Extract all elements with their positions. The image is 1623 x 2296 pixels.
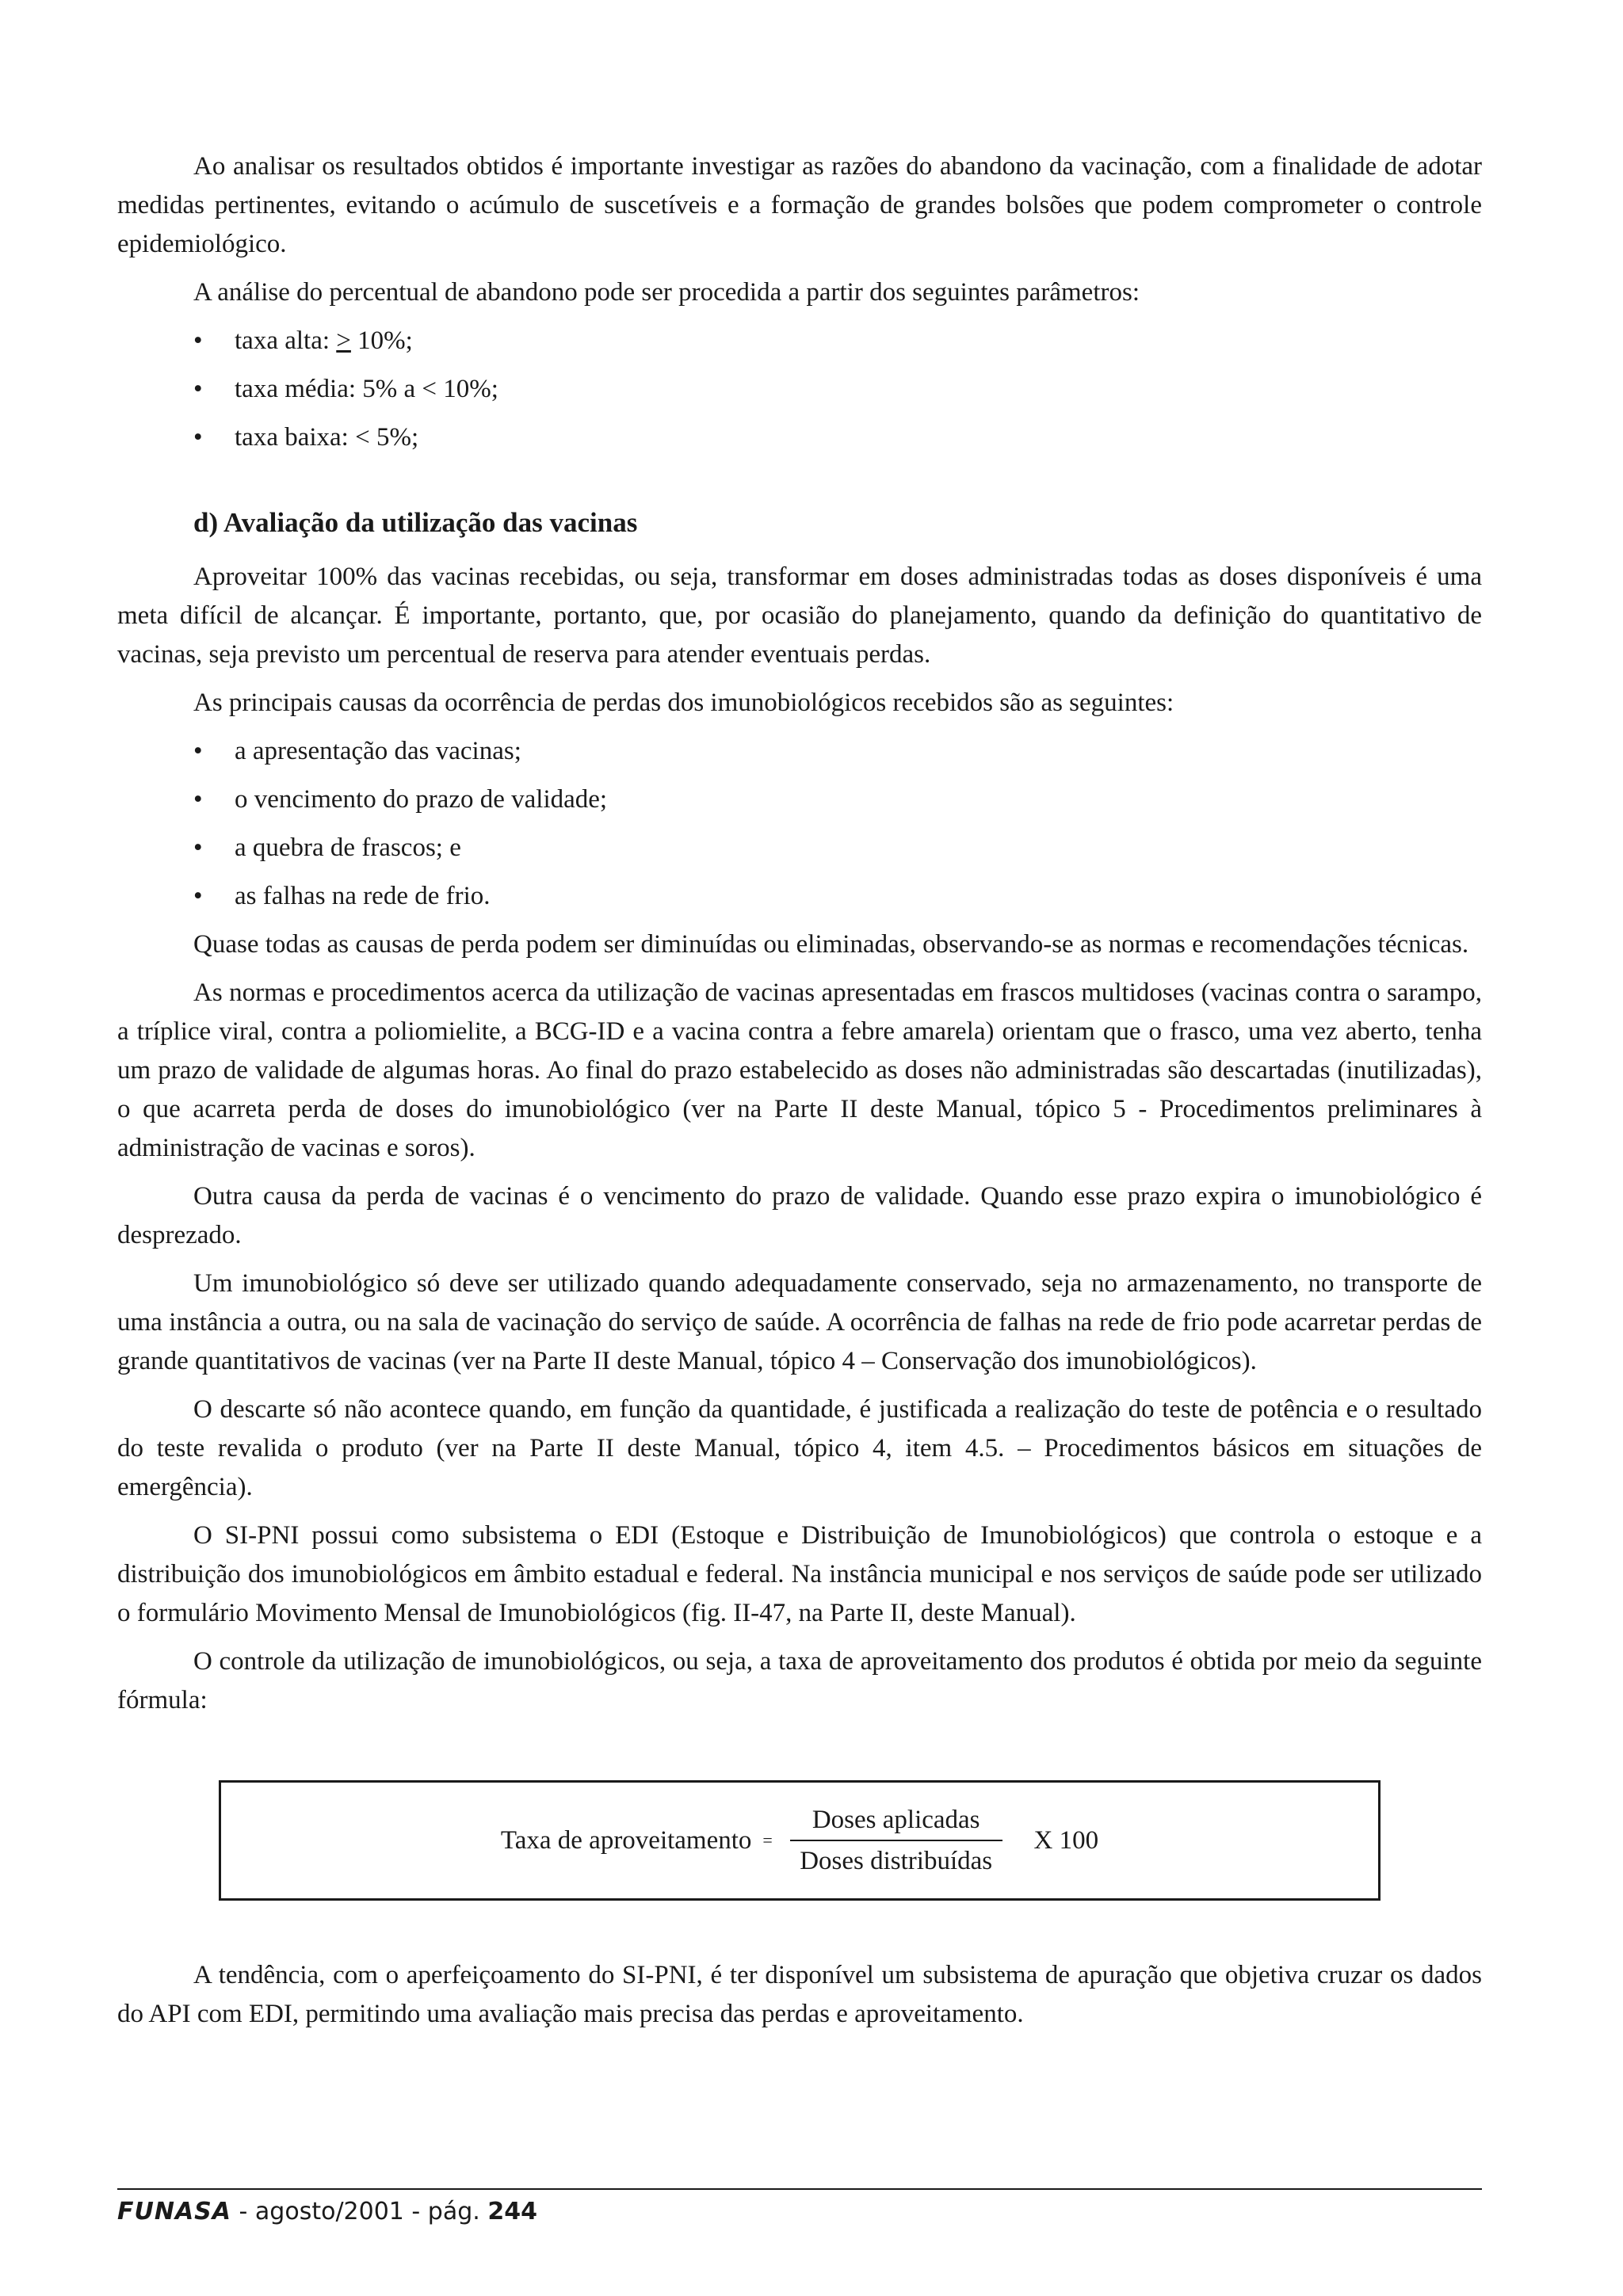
abandono-rate-list — [117, 322, 1482, 457]
bullet-icon: • — [193, 737, 203, 765]
list-item — [117, 829, 1482, 868]
list-item-text: taxa média: 5% a < 10%; — [235, 375, 498, 403]
paragraph-quase-todas: Quase todas as causas de perda podem ser diminuídas ou eliminadas, observando-se as normas e recomendações técnicas. — [193, 930, 1469, 959]
paragraph-conservacao: Um imunobiológico só deve ser utilizado quando adequadamente conservado, seja no armazenamento, no transporte de uma instância a outra, ou na sala de vacinação do serviço de saúde. A ocorrência de falhas na rede de frio pode acarretar perdas de grande quantitativos de vacinas (ver na Parte II deste Manual, tópico 4 – Conservação dos imunobiológicos). — [117, 1269, 1482, 1375]
list-item-suffix: 10%; — [350, 326, 413, 355]
list-item-prefix: taxa alta: — [235, 326, 337, 355]
paragraph-formula-intro: O controle da utilização de imunobiológicos, ou seja, a taxa de aproveitamento dos produtos é obtida por meio da seguinte fórmula: — [117, 1647, 1482, 1714]
bullet-icon: • — [193, 882, 203, 910]
bullet-icon: • — [193, 326, 203, 355]
formula — [221, 1783, 1378, 1898]
bullet-icon: • — [193, 375, 203, 403]
footer-brand: FUNASA — [117, 2198, 232, 2225]
bullet-icon: • — [193, 423, 203, 452]
bullet-icon: • — [193, 833, 203, 862]
page-number: 244 — [487, 2198, 537, 2225]
footer-date: - agosto/2001 - pág. — [231, 2198, 488, 2225]
footer-divider — [117, 2188, 1482, 2190]
formula-label: Taxa de aproveitamento — [500, 1825, 752, 1855]
paragraph-abandono-parametros: A análise do percentual de abandono pode ser procedida a partir dos seguintes parâmetros: — [193, 278, 1140, 307]
bullet-icon: • — [193, 785, 203, 814]
formula-fraction — [790, 1803, 1002, 1878]
paragraph-tendencia: A tendência, com o aperfeiçoamento do SI-PNI, é ter disponível um subsistema de apuração que objetiva cruzar os dados do API com EDI, permitindo uma avaliação mais precisa das perdas e aproveitamento. — [117, 1961, 1482, 2028]
paragraph-outra-causa: Outra causa da perda de vacinas é o vencimento do prazo de validade. Quando esse prazo expira o imunobiológico é desprezado. — [117, 1182, 1482, 1249]
paragraph-aproveitar: Aproveitar 100% das vacinas recebidas, ou seja, transformar em doses administradas todas as doses disponíveis é uma meta difícil de alcançar. É importante, portanto, que, por ocasião do planejamento, quando da definição do quantitativo de vacinas, seja previsto um percentual de reserva para atender eventuais perdas. — [117, 563, 1482, 669]
page-content — [117, 147, 1482, 2034]
loss-causes-list — [117, 732, 1482, 916]
list-item-text: taxa baixa: < 5%; — [235, 423, 419, 452]
list-item-text: a apresentação das vacinas; — [235, 737, 521, 765]
formula-denominator: Doses distribuídas — [800, 1847, 993, 1875]
list-item-text: as falhas na rede de frio. — [235, 882, 491, 910]
greater-equal-symbol: > — [336, 326, 351, 355]
list-item — [117, 780, 1482, 819]
page-footer — [117, 2198, 537, 2225]
formula-multiplier: X 100 — [1033, 1825, 1099, 1855]
paragraph-causas-intro: As principais causas da ocorrência de perdas dos imunobiológicos recebidos são as seguintes: — [193, 688, 1174, 717]
list-item — [117, 322, 1482, 360]
formula-equals: = — [762, 1830, 773, 1850]
list-item — [117, 877, 1482, 916]
list-item — [117, 732, 1482, 771]
paragraph-normas: As normas e procedimentos acerca da utilização de vacinas apresentadas em frascos multidoses (vacinas contra o sarampo, a tríplice viral, contra a poliomielite, a BCG-ID e a vacina contra a febre amarela) orientam que o frasco, uma vez aberto, tenha um prazo de validade de algumas horas. Ao final do prazo estabelecido as doses não administradas são descartadas (inutilizadas), o que acarreta perda de doses do imunobiológico (ver na Parte II deste Manual, tópico 5 - Procedimentos preliminares à administração de vacinas e soros). — [117, 978, 1482, 1162]
formula-numerator: Doses aplicadas — [790, 1803, 1002, 1841]
list-item-text: o vencimento do prazo de validade; — [235, 785, 608, 814]
section-heading: d) Avaliação da utilização das vacinas — [193, 507, 638, 538]
list-item — [117, 370, 1482, 409]
list-item — [117, 418, 1482, 457]
paragraph-abandono-intro: Ao analisar os resultados obtidos é importante investigar as razões do abandono da vacinação, com a finalidade de adotar medidas pertinentes, evitando o acúmulo de suscetíveis e a formação de grandes bolsões que podem comprometer o controle epidemiológico. — [117, 152, 1482, 258]
paragraph-si-pni: O SI-PNI possui como subsistema o EDI (Estoque e Distribuição de Imunobiológicos) que controla o estoque e a distribuição dos imunobiológicos em âmbito estadual e federal. Na instância municipal e nos serviços de saúde pode ser utilizado o formulário Movimento Mensal de Imunobiológicos (fig. II-47, na Parte II, deste Manual). — [117, 1521, 1482, 1627]
formula-box — [219, 1780, 1381, 1901]
paragraph-descarte: O descarte só não acontece quando, em função da quantidade, é justificada a realização do teste de potência e o resultado do teste revalida o produto (ver na Parte II deste Manual, tópico 4, item 4.5. – Procedimentos básicos em situações de emergência). — [117, 1395, 1482, 1501]
list-item-text: a quebra de frascos; e — [235, 833, 461, 862]
